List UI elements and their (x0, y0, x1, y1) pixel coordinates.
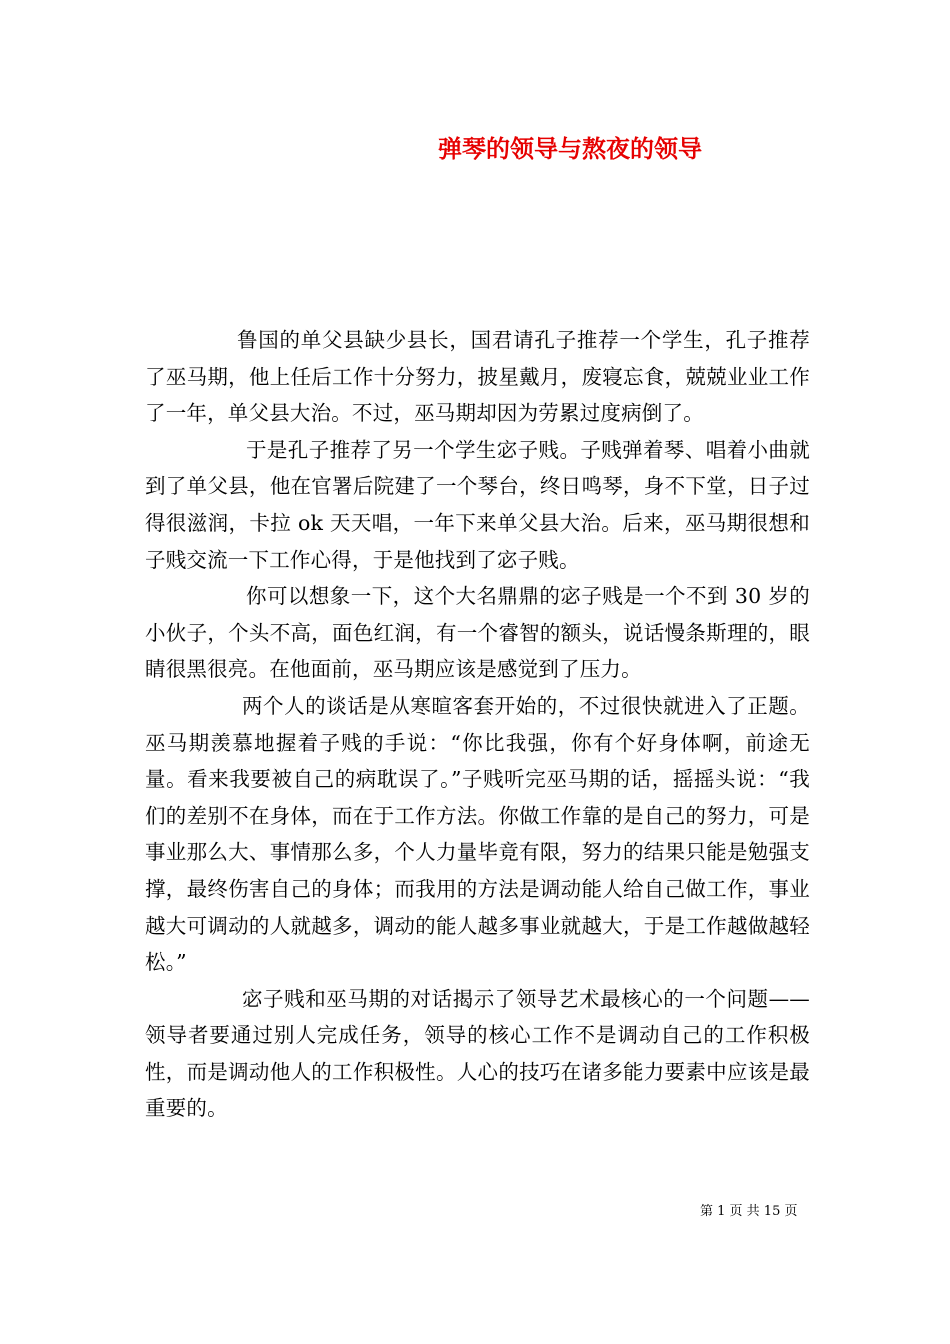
article-body (145, 322, 810, 1127)
paragraph-4: 两个人的谈话是从寒暄客套开始的，不过很快就进入了正题。巫马期羡慕地握着子贱的手说：“你比我强，你有个好身体啊，前途无量。看来我要被自己的病耽误了。”子贱听完巫马期的话，摇摇头说：“我们的差别不在身体，而在于工作方法。你做工作靠的是自己的努力，可是事业那么大、事情那么多，个人力量毕竟有限，努力的结果只能是勉强支撑，最终伤害自己的身体；而我用的方法是调动能人给自己做工作，事业越大可调动的人就越多，调动的能人越多事业就越大，于是工作越做越轻松。” (145, 693, 810, 975)
paragraph-3: 你可以想象一下，这个大名鼎鼎的宓子贱是一个不到 30 岁的小伙子，个头不高，面色红润，有一个睿智的额头，说话慢条斯理的，眼睛很黑很亮。在他面前，巫马期应该是感觉到了压力。 (145, 584, 810, 682)
document-title: 弹琴的领导与熬夜的领导 (438, 134, 702, 163)
paragraph-2: 于是孔子推荐了另一个学生宓子贱。子贱弹着琴、唱着小曲就到了单父县，他在官署后院建了一个琴台，终日鸣琴，身不下堂，日子过得很滋润，卡拉 ok 天天唱，一年下来单父县大治。后来，巫马期很想和子贱交流一下工作心得，于是他找到了宓子贱。 (145, 437, 810, 572)
paragraph-5: 宓子贱和巫马期的对话揭示了领导艺术最核心的一个问题——领导者要通过别人完成任务，领导的核心工作不是调动自己的工作积极性，而是调动他人的工作积极性。人心的技巧在诸多能力要素中应该是最重要的。 (145, 986, 810, 1121)
paragraph-1: 鲁国的单父县缺少县长，国君请孔子推荐一个学生，孔子推荐了巫马期，他上任后工作十分努力，披星戴月，废寝忘食，兢兢业业工作了一年，单父县大治。不过，巫马期却因为劳累过度病倒了。 (145, 328, 810, 426)
page-number-footer: 第 1 页 共 15 页 (700, 1204, 798, 1219)
